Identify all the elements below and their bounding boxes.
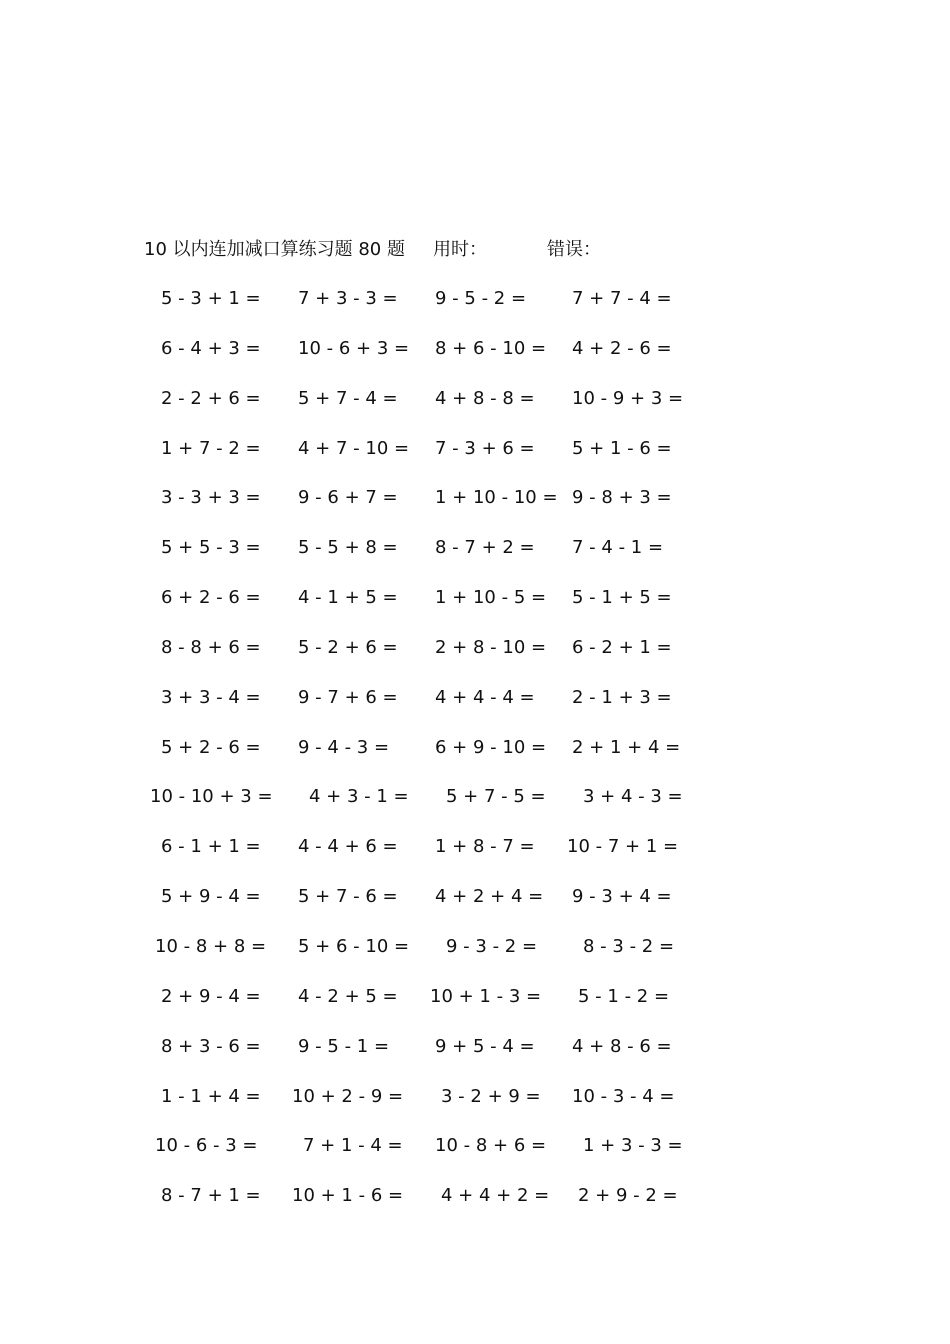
problem-row <box>0 1131 950 1181</box>
problem: 1 - 1 + 4 = <box>161 1085 261 1107</box>
problem: 4 - 4 + 6 = <box>298 836 398 858</box>
problem: 4 + 8 - 8 = <box>435 387 535 409</box>
problem: 4 - 1 + 5 = <box>298 587 398 609</box>
problem: 5 + 7 - 4 = <box>298 387 398 409</box>
problem: 8 - 8 + 6 = <box>161 636 261 658</box>
problem: 2 + 9 - 4 = <box>161 985 261 1007</box>
problem-row <box>0 1032 950 1082</box>
problem: 4 + 7 - 10 = <box>298 437 410 459</box>
problem: 5 - 3 + 1 = <box>161 288 261 309</box>
problem: 2 - 1 + 3 = <box>572 686 672 708</box>
problem: 7 - 4 - 1 = <box>572 537 664 559</box>
problem: 3 - 3 + 3 = <box>161 487 261 509</box>
problem: 10 + 2 - 9 = <box>292 1085 404 1107</box>
problem-row <box>0 932 950 982</box>
problem: 9 - 7 + 6 = <box>298 686 398 708</box>
problem: 1 + 10 - 5 = <box>435 587 547 609</box>
problem: 1 + 3 - 3 = <box>583 1135 683 1157</box>
problem: 10 - 7 + 1 = <box>567 836 679 858</box>
problem: 9 - 8 + 3 = <box>572 487 672 509</box>
time-label: 用时： <box>433 239 487 260</box>
worksheet-header <box>144 236 704 264</box>
problem: 9 - 3 + 4 = <box>572 886 672 908</box>
problem-row <box>0 483 950 533</box>
problem: 5 - 2 + 6 = <box>298 636 398 658</box>
problem: 7 + 3 - 3 = <box>298 288 398 309</box>
problem-row <box>0 733 950 783</box>
problem: 7 + 7 - 4 = <box>572 288 672 309</box>
problem: 10 - 8 + 8 = <box>155 935 267 957</box>
problem: 2 - 2 + 6 = <box>161 387 261 409</box>
problem: 10 - 6 - 3 = <box>155 1135 258 1157</box>
problem-row <box>0 832 950 882</box>
problem: 5 + 5 - 3 = <box>161 537 261 559</box>
problem: 7 - 3 + 6 = <box>435 437 535 459</box>
problem: 9 - 3 - 2 = <box>446 935 538 957</box>
problem: 5 - 5 + 8 = <box>298 537 398 559</box>
problem-grid <box>0 284 950 1231</box>
problem: 4 + 3 - 1 = <box>309 786 409 808</box>
problem: 5 - 1 - 2 = <box>578 985 670 1007</box>
problem: 4 + 2 + 4 = <box>435 886 544 908</box>
problem-row <box>0 982 950 1032</box>
problem: 9 - 5 - 2 = <box>435 288 527 309</box>
problem: 8 - 7 + 2 = <box>435 537 535 559</box>
problem: 8 + 3 - 6 = <box>161 1035 261 1057</box>
problem: 8 - 3 - 2 = <box>583 935 675 957</box>
problem: 9 - 5 - 1 = <box>298 1035 390 1057</box>
errors-label: 错误： <box>547 239 601 260</box>
problem-row <box>0 1082 950 1132</box>
problem: 5 + 7 - 5 = <box>446 786 546 808</box>
problem: 4 + 2 - 6 = <box>572 337 672 359</box>
problem: 7 + 1 - 4 = <box>303 1135 403 1157</box>
problem: 5 + 6 - 10 = <box>298 935 410 957</box>
problem-row <box>0 434 950 484</box>
problem: 10 - 9 + 3 = <box>572 387 684 409</box>
problem: 6 + 9 - 10 = <box>435 736 547 758</box>
problem: 8 - 7 + 1 = <box>161 1185 261 1207</box>
problem: 4 + 8 - 6 = <box>572 1035 672 1057</box>
problem-row <box>0 334 950 384</box>
problem: 6 + 2 - 6 = <box>161 587 261 609</box>
problem: 3 - 2 + 9 = <box>441 1085 541 1107</box>
problem: 5 - 1 + 5 = <box>572 587 672 609</box>
worksheet-title: 10 以内连加减口算练习题 80 题 <box>144 239 405 260</box>
problem: 5 + 9 - 4 = <box>161 886 261 908</box>
problem: 4 + 4 - 4 = <box>435 686 535 708</box>
problem: 6 - 4 + 3 = <box>161 337 261 359</box>
problem-row <box>0 1181 950 1231</box>
problem: 5 + 1 - 6 = <box>572 437 672 459</box>
problem: 10 + 1 - 6 = <box>292 1185 404 1207</box>
problem: 1 + 8 - 7 = <box>435 836 535 858</box>
problem-row <box>0 782 950 832</box>
problem: 5 + 2 - 6 = <box>161 736 261 758</box>
problem: 9 - 4 - 3 = <box>298 736 390 758</box>
problem: 10 - 6 + 3 = <box>298 337 410 359</box>
problem: 6 - 1 + 1 = <box>161 836 261 858</box>
problem-row <box>0 683 950 733</box>
problem: 1 + 7 - 2 = <box>161 437 261 459</box>
problem-row <box>0 533 950 583</box>
problem: 2 + 8 - 10 = <box>435 636 547 658</box>
problem: 2 + 1 + 4 = <box>572 736 681 758</box>
problem-row <box>0 633 950 683</box>
problem-row <box>0 384 950 434</box>
problem: 4 + 4 + 2 = <box>441 1185 550 1207</box>
problem: 5 + 7 - 6 = <box>298 886 398 908</box>
problem: 10 - 8 + 6 = <box>435 1135 547 1157</box>
problem: 9 - 6 + 7 = <box>298 487 398 509</box>
problem: 10 - 10 + 3 = <box>150 786 273 808</box>
problem: 10 - 3 - 4 = <box>572 1085 675 1107</box>
problem: 6 - 2 + 1 = <box>572 636 672 658</box>
problem: 8 + 6 - 10 = <box>435 337 547 359</box>
problem: 10 + 1 - 3 = <box>430 985 542 1007</box>
problem-row <box>0 882 950 932</box>
problem: 4 - 2 + 5 = <box>298 985 398 1007</box>
problem: 1 + 10 - 10 = <box>435 487 558 509</box>
problem: 3 + 4 - 3 = <box>583 786 683 808</box>
problem: 2 + 9 - 2 = <box>578 1185 678 1207</box>
problem: 3 + 3 - 4 = <box>161 686 261 708</box>
problem-row <box>0 583 950 633</box>
problem: 9 + 5 - 4 = <box>435 1035 535 1057</box>
problem-row <box>0 284 950 334</box>
